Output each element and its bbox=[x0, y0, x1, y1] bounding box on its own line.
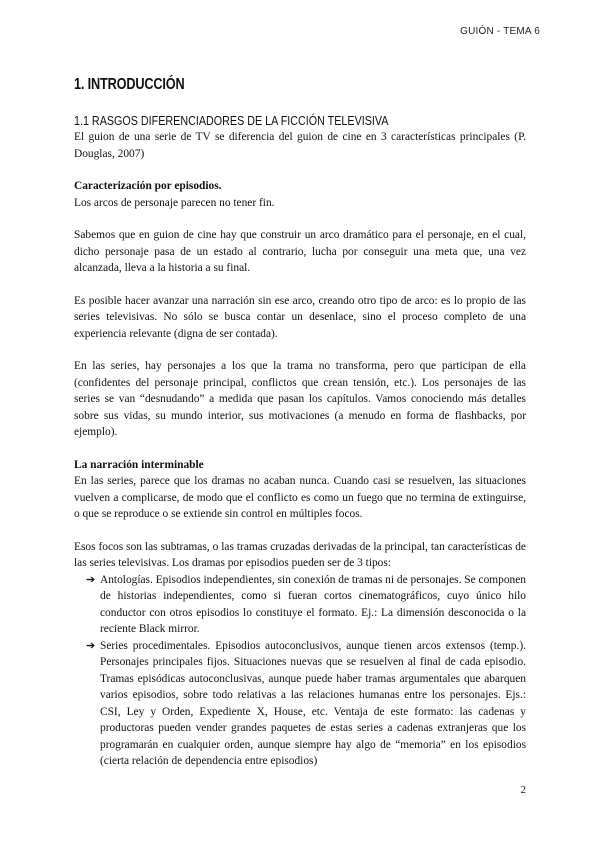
arrow-right-icon: ➔ bbox=[86, 573, 96, 586]
list-item-text: Series procedimentales. Episodios autoconclusivos, aunque tienen arcos extensos (temp.). Personajes principales fijos. Situaciones nuevas que se resuelven al final de cada episodio. Tramas episódicas autoconclusivas, aunque puede haber tramas argumentales que abarquen varios episodios, sobre todo relativas a las relaciones humanas entre los personajes. Ejs.: CSI, Ley y Orden, Expediente X, House, etc. Ventaja de este formato: las cadenas y productoras pueden vender grandes paquetes de estas series a cadenas extranjeras que los programarán en cualquier orden, aunque siempre hay algo de “memoria” en los episodios (cierta relación de dependencia entre episodios) bbox=[100, 639, 526, 767]
running-header: GUIÓN - TEMA 6 bbox=[460, 26, 540, 37]
episode-types-list bbox=[74, 572, 526, 770]
intro-paragraph: El guion de una serie de TV se diferencia del guion de cine en 3 características principales (P. Douglas, 2007) bbox=[74, 131, 526, 160]
heading-narracion-interminable: La narración interminable bbox=[74, 458, 204, 471]
section-title: 1. INTRODUCCIÓN bbox=[74, 76, 185, 93]
page-number: 2 bbox=[520, 784, 526, 796]
paragraph-cine: Sabemos que en guion de cine hay que construir un arco dramático para el personaje, en el cual, dicho personaje pasa de un estado al contrario, lucha por conseguir una meta que, una vez alcanzada, lleva a la historia a su final. bbox=[74, 229, 526, 274]
heading-caracterizacion: Caracterización por episodios. bbox=[74, 180, 222, 192]
arrow-right-icon: ➔ bbox=[86, 639, 96, 652]
paragraph-personajes: En las series, hay personajes a los que la trama no transforma, pero que participan de ella (confidentes del personaje principal, conflictos que crean tensión, etc.). Los personajes de las series se van “desnudando” a medida que pasan los capítulos. Vamos conociendo más detalles sobre sus vidas, su mundo interior, sus motivaciones (a menudo en forma de flashbacks, por ejemplo). bbox=[74, 360, 526, 438]
list-item-text: Antologías. Episodios independientes, sin conexión de tramas ni de personajes. Se componen de historias independientes, como si fueran cortos cinematográficos, cuyo único hilo conductor con otros episodios lo constituye el formato. Ej.: La dimensión desconocida o la reciente Black mirror. bbox=[100, 573, 526, 635]
paragraph-arcos: Los arcos de personaje parecen no tener fin. bbox=[74, 196, 275, 209]
paragraph-focos: Esos focos son las subtramas, o las tramas cruzadas derivadas de la principal, tan características de las series televisivas. Los dramas por episodios pueden ser de 3 tipos: bbox=[74, 540, 526, 569]
paragraph-narracion-sin-arco: Es posible hacer avanzar una narración sin ese arco, creando otro tipo de arco: es lo propio de las series televisivas. No sólo se busca contar un desenlace, sino el proceso completo de una experiencia relevante (digna de ser contada). bbox=[74, 294, 526, 340]
page-content bbox=[74, 76, 526, 770]
paragraph-dramas: En las series, parece que los dramas no acaban nunca. Cuando casi se resuelven, las situaciones vuelven a complicarse, de modo que el conflicto es como un fuego que no termina de extinguirse, o que se reproduce o se extiende sin control en múltiples focos. bbox=[74, 475, 526, 520]
subsection-title: 1.1 RASGOS DIFERENCIADORES DE LA FICCIÓN TELEVISIVA bbox=[74, 114, 389, 128]
list-item bbox=[86, 638, 526, 770]
list-item bbox=[86, 572, 526, 638]
